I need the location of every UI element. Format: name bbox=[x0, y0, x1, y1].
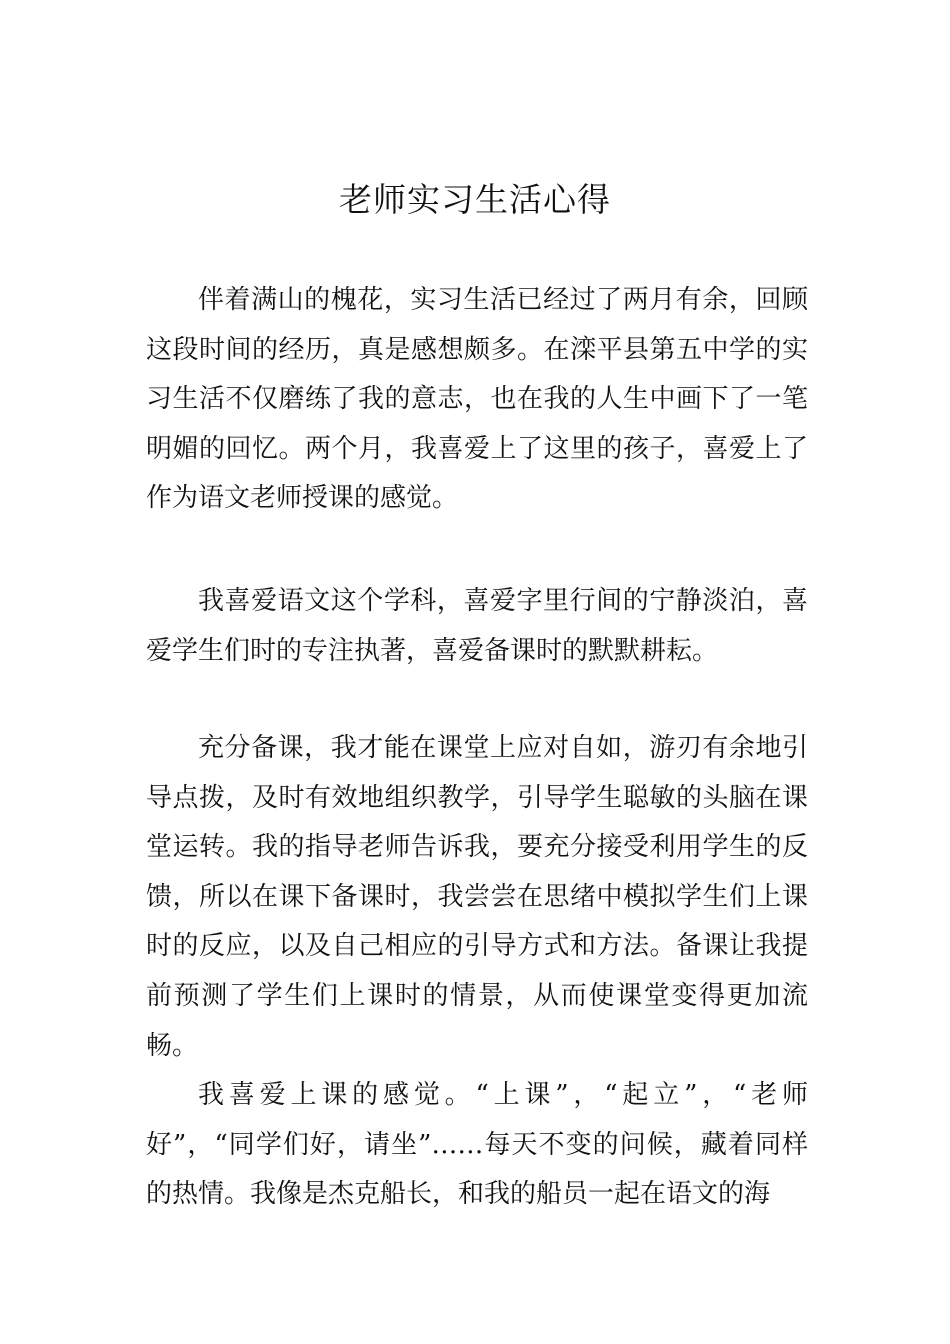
paragraph-1: 伴着满山的槐花，实习生活已经过了两月有余，回顾这段时间的经历，真是感想颇多。在滦平县第五中学的实习生活不仅磨练了我的意志，也在我的人生中画下了一笔明媚的回忆。两个月，我喜爱上了这里的孩子，喜爱上了作为语文老师授课的感觉。 bbox=[146, 285, 808, 514]
paragraph-2: 我喜爱语文这个学科，喜爱字里行间的宁静淡泊，喜爱学生们时的专注执著，喜爱备课时的默默耕耘。 bbox=[146, 586, 808, 666]
document-title: 老师实习生活心得 bbox=[339, 180, 611, 219]
paragraph-3: 充分备课，我才能在课堂上应对自如，游刃有余地引导点拨，及时有效地组织教学，引导学生聪敏的头脑在课堂运转。我的指导老师告诉我，要充分接受利用学生的反馈，所以在课下备课时，我尝尝在思绪中模拟学生们上课时的反应，以及自己相应的引导方式和方法。备课让我提前预测了学生们上课时的情景，从而使课堂变得更加流畅。 bbox=[146, 733, 808, 1061]
paragraph-4: 我喜爱上课的感觉。“上课”，“起立”，“老师好”，“同学们好，请坐”……每天不变的问候，藏着同样的热情。我像是杰克船长，和我的船员一起在语文的海 bbox=[146, 1080, 808, 1210]
